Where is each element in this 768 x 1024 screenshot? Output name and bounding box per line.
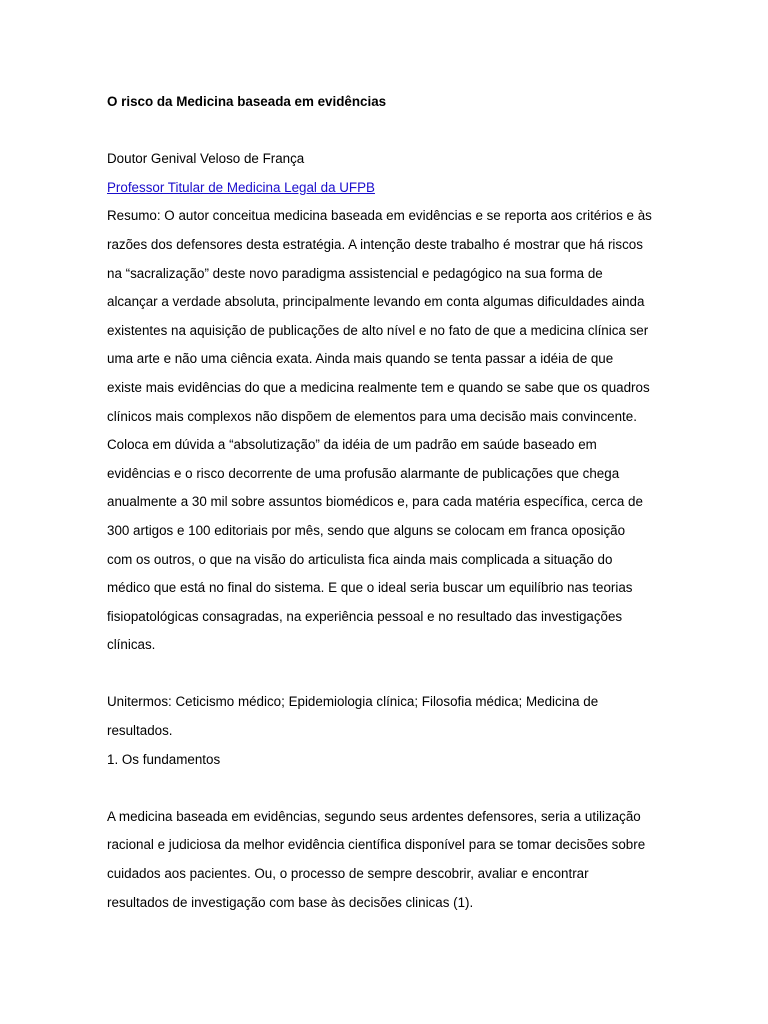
abstract-line: Resumo: O autor conceitua medicina baseada em evidências e se reporta aos critérios e às bbox=[107, 208, 652, 224]
abstract-line: existentes na aquisição de publicações de alto nível e no fato de que a medicina clínica ser bbox=[107, 322, 649, 338]
abstract-line: médico que está no final do sistema. E que o ideal seria buscar um equilíbrio nas teorias bbox=[107, 580, 633, 596]
spacer bbox=[107, 660, 667, 689]
abstract-line: existe mais evidências do que a medicina realmente tem e quando se sabe que os quadros bbox=[107, 379, 650, 395]
abstract-line: evidências e o risco decorrente de uma profusão alarmante de publicações que chega bbox=[107, 465, 620, 481]
keywords-line: Unitermos: Ceticismo médico; Epidemiologia clínica; Filosofia médica; Medicina de bbox=[107, 694, 599, 710]
keywords-line: resultados. bbox=[107, 723, 173, 739]
abstract-line: razões dos defensores desta estratégia. A intenção deste trabalho é mostrar que há riscos bbox=[107, 236, 643, 252]
abstract-line: clínicos mais complexos não dispõem de elementos para uma decisão mais convincente. bbox=[107, 408, 637, 424]
section-line: racional e judiciosa da melhor evidência científica disponível para se tomar decisões sobre bbox=[107, 837, 646, 853]
abstract-line: anualmente a 30 mil sobre assuntos biomédicos e, para cada matéria específica, cerca de bbox=[107, 494, 643, 510]
abstract-line: fisiopatológicas consagradas, na experiência pessoal e no resultado das investigações bbox=[107, 608, 623, 624]
abstract-line: clínicas. bbox=[107, 637, 156, 653]
abstract-line: Coloca em dúvida a “absolutização” da idéia de um padrão em saúde baseado em bbox=[107, 437, 597, 453]
spacer bbox=[107, 117, 667, 146]
section-line: resultados de investigação com base às decisões clinicas (1). bbox=[107, 894, 474, 910]
affiliation-line bbox=[107, 174, 667, 203]
abstract-line: 300 artigos e 100 editoriais por mês, sendo que alguns se colocam em franca oposição bbox=[107, 522, 626, 538]
section-heading: 1. Os fundamentos bbox=[107, 751, 221, 767]
abstract-line: na “sacralização” deste novo paradigma assistencial e pedagógico na sua forma de bbox=[107, 265, 603, 281]
affiliation-link[interactable]: Professor Titular de Medicina Legal da UFPB bbox=[107, 179, 375, 195]
document-title: O risco da Medicina baseada em evidências bbox=[107, 94, 387, 109]
document-page bbox=[107, 88, 667, 917]
section-line: cuidados aos pacientes. Ou, o processo de sempre descobrir, avaliar e encontrar bbox=[107, 866, 589, 882]
abstract-line: com os outros, o que na visão do articulista fica ainda mais complicada a situação do bbox=[107, 551, 613, 567]
spacer bbox=[107, 774, 667, 803]
abstract-paragraph bbox=[107, 202, 667, 660]
abstract-line: alcançar a verdade absoluta, principalmente levando em conta algumas dificuldades ainda bbox=[107, 294, 645, 310]
section-paragraph bbox=[107, 803, 667, 917]
section-line: A medicina baseada em evidências, segundo seus ardentes defensores, seria a utilização bbox=[107, 808, 641, 824]
keywords-paragraph bbox=[107, 688, 667, 745]
abstract-line: uma arte e não uma ciência exata. Ainda mais quando se tenta passar a idéia de que bbox=[107, 351, 614, 367]
author-name: Doutor Genival Veloso de França bbox=[107, 151, 305, 167]
